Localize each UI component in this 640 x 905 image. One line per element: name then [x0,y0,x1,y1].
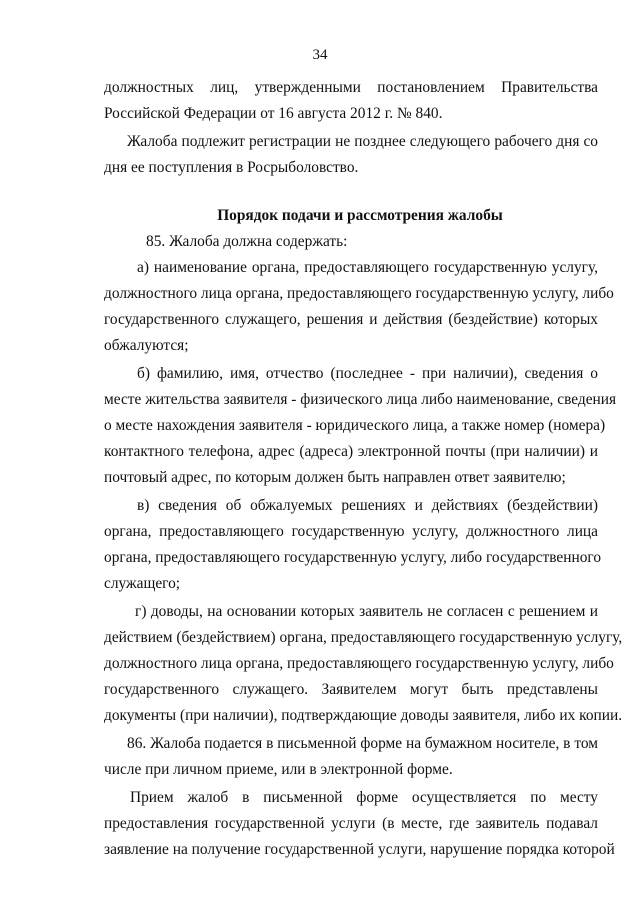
text-line: органа, предоставляющего государственную услугу, либо государственного [104,549,602,566]
text-line: Российской Федерации от 16 августа 2012 г. № 840. [104,105,443,122]
text-line: почтовый адрес, по которым должен быть направлен ответ заявителю; [104,469,566,486]
text-line: предоставления государственной услуги (в месте, где заявитель подавал [104,815,598,832]
text-line: документы (при наличии), подтверждающие доводы заявителя, либо их копии. [104,707,623,724]
text-line: контактного телефона, адрес (адреса) электронной почты (при наличии) и [104,443,598,460]
text-line: заявление на получение государственной услуги, нарушение порядка которой [104,841,615,858]
text-line: месте жительства заявителя - физического лица либо наименование, сведения [104,391,617,408]
page-number: 34 [312,47,328,63]
text-line: государственного служащего. Заявителем могут быть представлены [104,681,598,698]
text-line: в) сведения об обжалуемых решениях и действиях (бездействии) [137,497,598,514]
text-line: должностного лица органа, предоставляющего государственную услугу, либо [104,285,614,302]
text-line: г) доводы, на основании которых заявитель не согласен с решением и [135,603,598,620]
text-line: служащего; [104,575,181,592]
text-line: о месте нахождения заявителя - юридического лица, а также номер (номера) [104,417,606,434]
text-line: б) фамилию, имя, отчество (последнее - при наличии), сведения о [137,365,598,382]
text-line: действием (бездействием) органа, предоставляющего государственную услугу, [104,629,623,646]
text-line: должностного лица органа, предоставляющего государственную услугу, либо [104,655,614,672]
text-line: дня ее поступления в Росрыболовство. [104,159,359,176]
text-line: числе при личном приеме, или в электронной форме. [104,761,453,778]
text-line: а) наименование органа, предоставляющего государственную услугу, [137,259,598,276]
text-line: государственного служащего, решения и действия (бездействие) которых [104,311,598,328]
text-line: обжалуются; [104,337,189,354]
text-line: органа, предоставляющего государственную услугу, должностного лица [104,523,598,540]
text-line: должностных лиц, утвержденными постановлением Правительства [104,79,598,96]
section-heading: Порядок подачи и рассмотрения жалобы [217,207,503,224]
text-line: 86. Жалоба подается в письменной форме на бумажном носителе, в том [127,735,598,752]
text-line: 85. Жалоба должна содержать: [146,233,348,250]
text-line: Прием жалоб в письменной форме осуществляется по месту [130,789,598,806]
text-line: Жалоба подлежит регистрации не позднее следующего рабочего дня со [127,133,598,150]
